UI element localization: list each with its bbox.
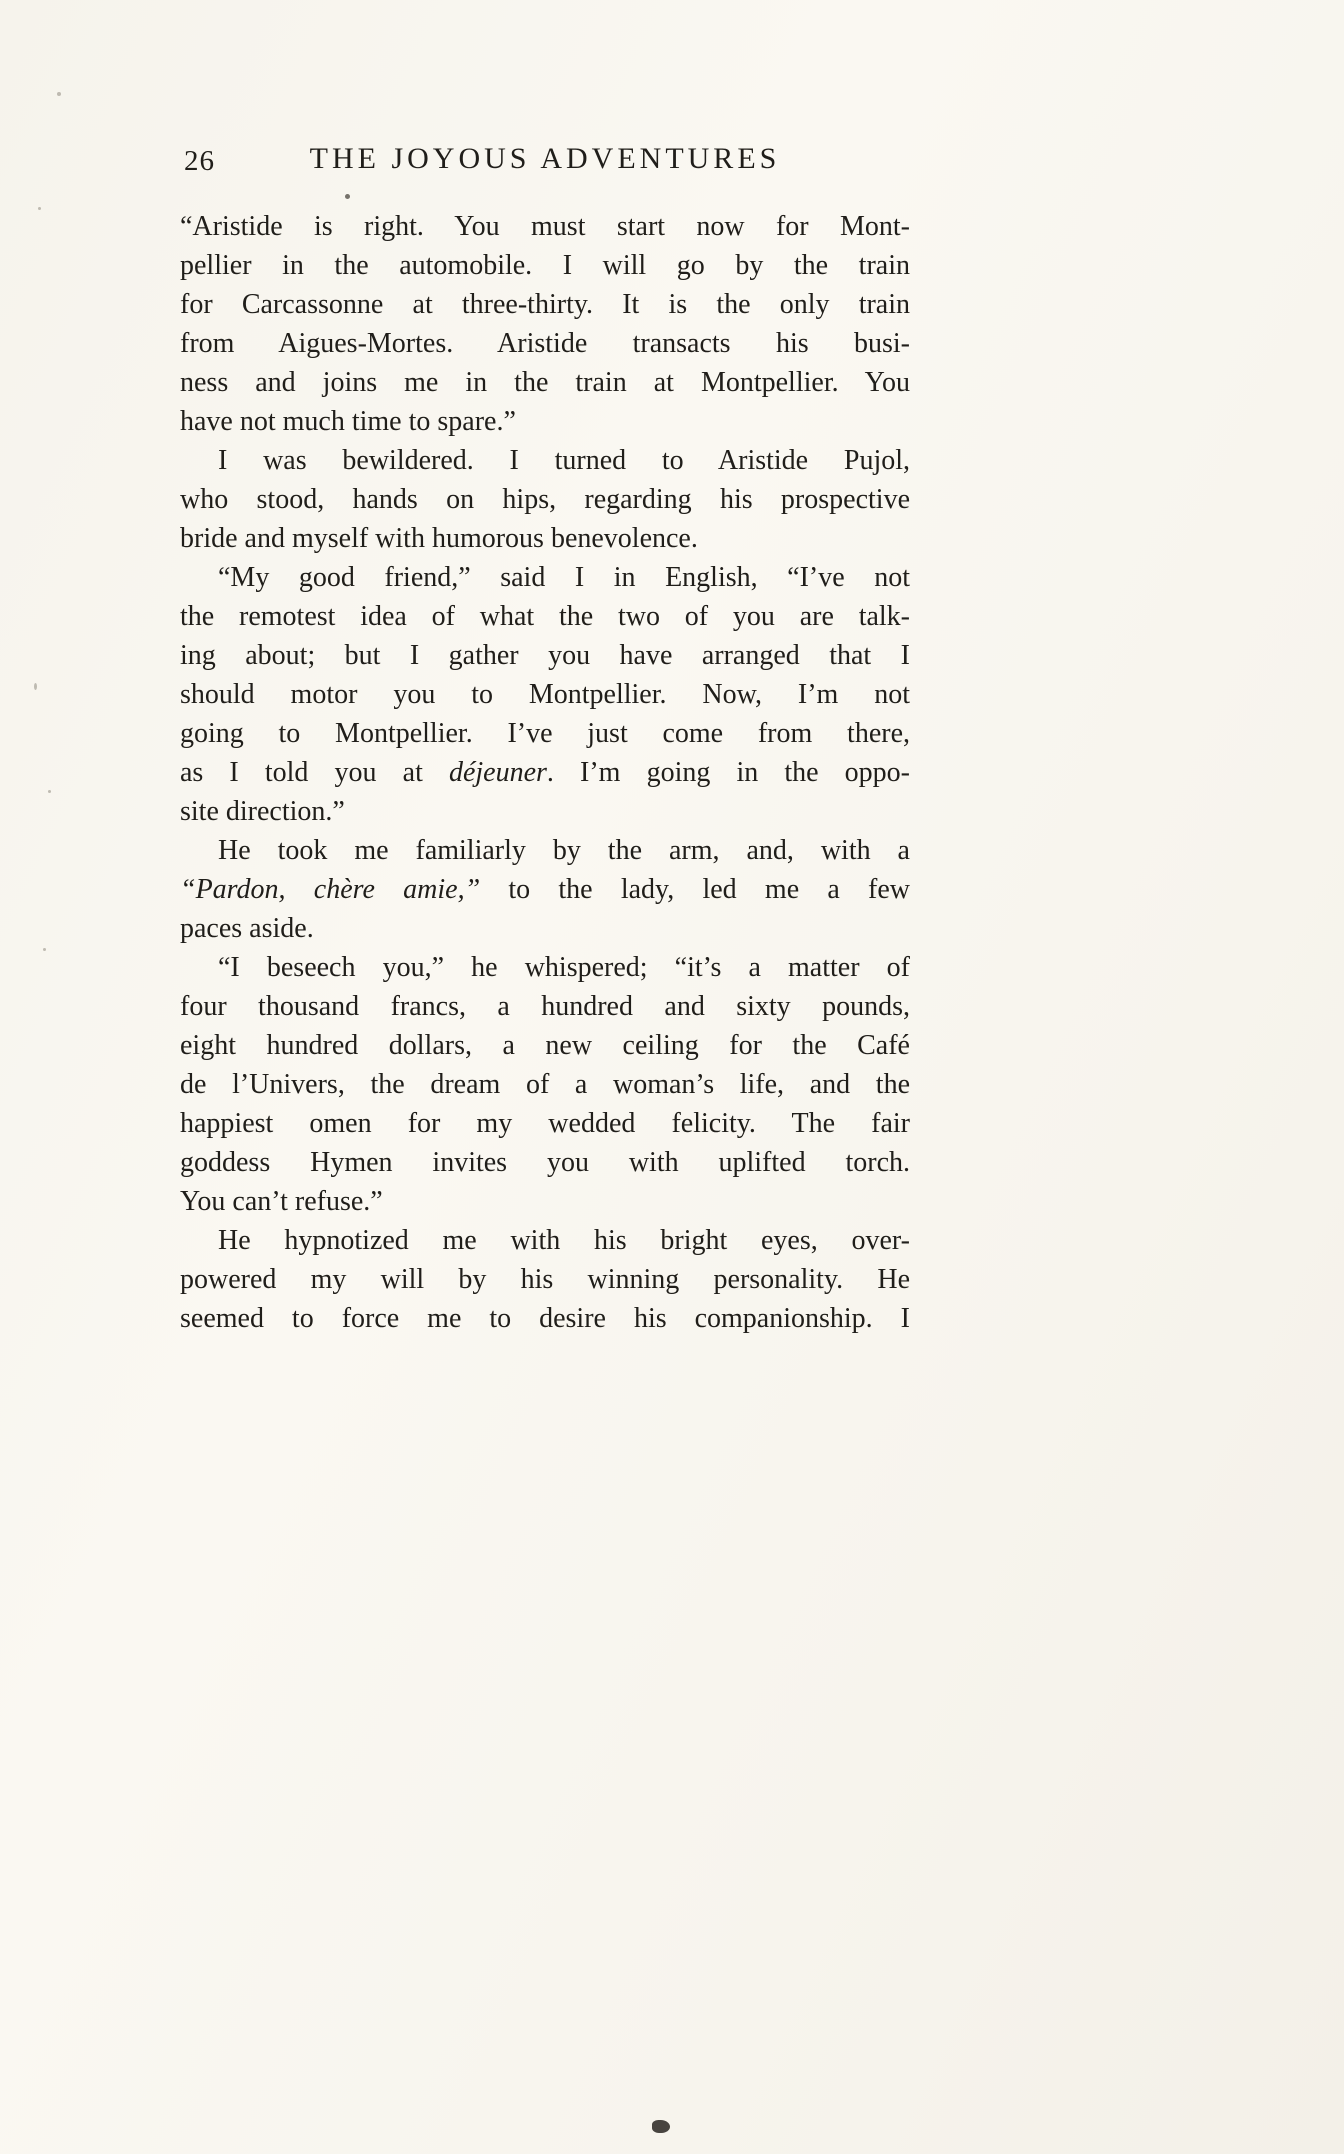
paragraph (180, 831, 910, 948)
scan-speck (57, 92, 61, 96)
scan-speck (345, 194, 350, 199)
text-segment: “I beseech you,” he whispered; “it’s a matter of (218, 952, 910, 983)
text-line (180, 831, 910, 870)
text-line (180, 948, 910, 987)
text-segment: as I told you at (180, 757, 449, 788)
text-segment: . I’m going in the oppo- (546, 757, 910, 788)
text-line (180, 1026, 910, 1065)
text-line (180, 675, 910, 714)
paragraph (180, 441, 910, 558)
paragraph (180, 948, 910, 1221)
text-line (180, 207, 910, 246)
scan-artifact-bottom (652, 2120, 670, 2133)
text-line (180, 753, 910, 792)
paragraph (180, 207, 910, 441)
text-segment: who stood, hands on hips, regarding his prospective (180, 484, 910, 515)
text-line (180, 441, 910, 480)
text-line (180, 1299, 910, 1338)
text-segment: have not much time to spare.” (180, 406, 516, 437)
paragraph (180, 558, 910, 831)
text-segment: powered my will by his winning personality. He (180, 1264, 910, 1295)
text-segment: four thousand francs, a hundred and sixty pounds, (180, 991, 910, 1022)
text-segment: de l’Univers, the dream of a woman’s life, and the (180, 1069, 910, 1100)
paragraph (180, 1221, 910, 1338)
italic-text: déjeuner (448, 757, 547, 788)
text-segment: for Carcassonne at three-thirty. It is the only train (180, 289, 910, 320)
text-segment: paces aside. (180, 913, 314, 944)
text-segment: eight hundred dollars, a new ceiling for the Café (180, 1030, 910, 1061)
running-title: THE JOYOUS ADVENTURES (309, 142, 781, 175)
text-segment: should motor you to Montpellier. Now, I’m not (180, 679, 910, 710)
text-segment: You can’t refuse.” (180, 1186, 383, 1217)
text-segment: goddess Hymen invites you with uplifted torch. (180, 1147, 910, 1178)
page-text (180, 207, 910, 1338)
text-line (180, 1182, 910, 1221)
text-line (180, 480, 910, 519)
text-line (180, 246, 910, 285)
text-segment: I was bewildered. I turned to Aristide Pujol, (218, 445, 910, 476)
scan-speck (43, 948, 46, 951)
page-number: 26 (184, 145, 215, 177)
text-line (180, 714, 910, 753)
text-segment: pellier in the automobile. I will go by the train (180, 250, 910, 281)
text-line (180, 987, 910, 1026)
text-segment: to the lady, led me a few (480, 874, 910, 905)
scan-speck (48, 790, 51, 793)
text-line (180, 1065, 910, 1104)
scan-speck (34, 683, 37, 690)
text-segment: bride and myself with humorous benevolence. (180, 523, 698, 554)
text-segment: “My good friend,” said I in English, “I’ve not (218, 562, 910, 593)
text-line (180, 792, 910, 831)
text-segment: going to Montpellier. I’ve just come from there, (180, 718, 910, 749)
text-line (180, 558, 910, 597)
text-segment: He took me familiarly by the arm, and, with a (218, 835, 910, 866)
text-line (180, 636, 910, 675)
text-line (180, 1143, 910, 1182)
text-line (180, 1260, 910, 1299)
text-line (180, 363, 910, 402)
text-line (180, 519, 910, 558)
text-line (180, 1221, 910, 1260)
text-segment: “Aristide is right. You must start now for Mont- (180, 211, 910, 242)
text-line (180, 1104, 910, 1143)
text-segment: happiest omen for my wedded felicity. The fair (180, 1108, 910, 1139)
text-line (180, 597, 910, 636)
text-line (180, 324, 910, 363)
text-segment: from Aigues-Mortes. Aristide transacts his busi- (180, 328, 910, 359)
italic-text: “Pardon, chère amie,” (180, 874, 481, 905)
page-header (180, 142, 910, 184)
text-segment: the remotest idea of what the two of you are talk- (180, 601, 910, 632)
text-segment: He hypnotized me with his bright eyes, over- (218, 1225, 910, 1256)
scan-speck (38, 207, 41, 210)
text-line (180, 870, 910, 909)
text-segment: site direction.” (180, 796, 345, 827)
text-line (180, 909, 910, 948)
text-segment: ness and joins me in the train at Montpellier. You (180, 367, 910, 398)
text-segment: ing about; but I gather you have arranged that I (180, 640, 910, 671)
text-segment: seemed to force me to desire his companionship. I (180, 1303, 910, 1334)
text-line (180, 285, 910, 324)
text-line (180, 402, 910, 441)
